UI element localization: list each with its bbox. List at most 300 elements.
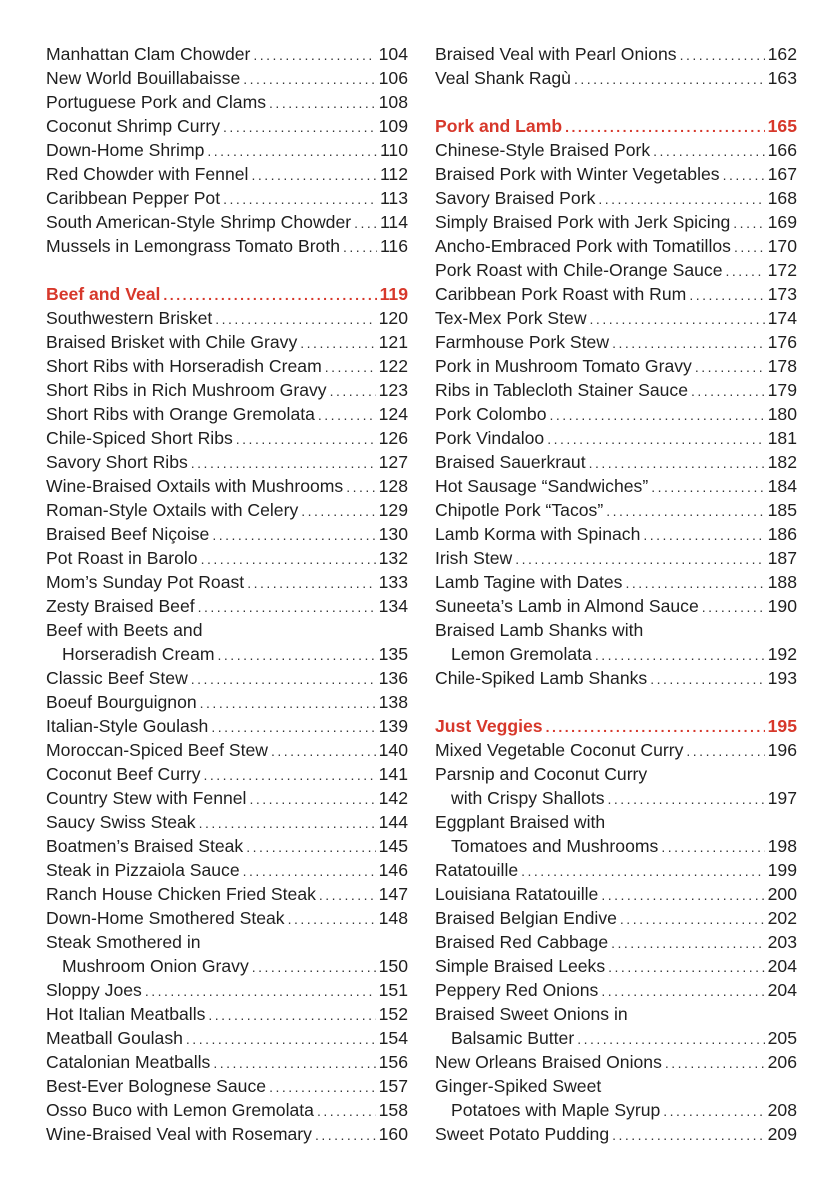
dot-leader bbox=[318, 403, 376, 427]
dot-leader bbox=[691, 379, 765, 403]
toc-entry[interactable] bbox=[435, 786, 797, 810]
entry-title: Lemon Gremolata bbox=[451, 644, 592, 664]
entry-title: Tex-Mex Pork Stew bbox=[435, 308, 587, 328]
toc-entry[interactable] bbox=[435, 1002, 797, 1026]
dot-leader bbox=[521, 859, 765, 883]
page-number: 136 bbox=[378, 668, 408, 688]
page-number: 128 bbox=[378, 476, 408, 496]
dot-leader bbox=[723, 163, 765, 187]
toc-entry[interactable] bbox=[435, 594, 797, 618]
page-number: 123 bbox=[378, 380, 408, 400]
dot-leader bbox=[236, 427, 376, 451]
dot-leader bbox=[191, 451, 376, 475]
entry-title: Caribbean Pepper Pot bbox=[46, 188, 221, 208]
page-number: 110 bbox=[379, 140, 408, 160]
dot-leader bbox=[663, 1099, 764, 1123]
toc-entry[interactable] bbox=[46, 882, 408, 906]
entry-title: Coconut Beef Curry bbox=[46, 764, 201, 784]
toc-entry[interactable] bbox=[46, 834, 408, 858]
page-number: 113 bbox=[379, 188, 408, 208]
entry-title: Lamb Tagine with Dates bbox=[435, 572, 623, 592]
toc-entry[interactable] bbox=[46, 210, 408, 234]
toc-entry[interactable] bbox=[435, 474, 797, 498]
dot-leader bbox=[547, 427, 764, 451]
page-number: 209 bbox=[767, 1124, 797, 1144]
dot-leader bbox=[186, 1027, 376, 1051]
entry-title: Short Ribs with Horseradish Cream bbox=[46, 356, 322, 376]
entry-title: Zesty Braised Beef bbox=[46, 596, 195, 616]
entry-title: Boeuf Bourguignon bbox=[46, 692, 197, 712]
page-number: 158 bbox=[378, 1100, 408, 1120]
toc-entry[interactable] bbox=[435, 138, 797, 162]
dot-leader bbox=[213, 1051, 375, 1075]
toc-entry[interactable] bbox=[435, 1026, 797, 1050]
page-number: 144 bbox=[378, 812, 408, 832]
toc-entry[interactable] bbox=[435, 162, 797, 186]
entry-title: Braised Brisket with Chile Gravy bbox=[46, 332, 298, 352]
dot-leader bbox=[269, 1075, 376, 1099]
page-number: 200 bbox=[767, 884, 797, 904]
dot-leader bbox=[726, 259, 765, 283]
toc-entry[interactable] bbox=[46, 666, 408, 690]
dot-leader bbox=[191, 667, 376, 691]
entry-title: Saucy Swiss Steak bbox=[46, 812, 196, 832]
toc-entry[interactable] bbox=[435, 882, 797, 906]
dot-leader bbox=[207, 139, 377, 163]
dot-leader bbox=[208, 1003, 375, 1027]
toc-entry[interactable] bbox=[435, 930, 797, 954]
dot-leader bbox=[271, 739, 376, 763]
page-number: 203 bbox=[767, 932, 797, 952]
entry-title: Red Chowder with Fennel bbox=[46, 164, 249, 184]
dot-leader bbox=[733, 211, 764, 235]
page-number: 145 bbox=[378, 836, 408, 856]
section-title: Beef and Veal bbox=[46, 284, 161, 304]
toc-entry[interactable] bbox=[46, 1002, 408, 1026]
toc-entry[interactable] bbox=[46, 186, 408, 210]
page-number: 135 bbox=[378, 644, 408, 664]
dot-leader bbox=[608, 955, 764, 979]
entry-title: Ginger-Spiked Sweet bbox=[435, 1076, 602, 1096]
toc-entry[interactable] bbox=[46, 690, 408, 714]
dot-leader bbox=[595, 643, 765, 667]
entry-title: Potatoes with Maple Syrup bbox=[451, 1100, 661, 1120]
page-number: 147 bbox=[378, 884, 408, 904]
dot-leader bbox=[577, 1027, 764, 1051]
toc-entry[interactable] bbox=[46, 930, 408, 954]
entry-title: Pork Roast with Chile-Orange Sauce bbox=[435, 260, 723, 280]
entry-title: Simple Braised Leeks bbox=[435, 956, 606, 976]
toc-entry[interactable] bbox=[46, 642, 408, 666]
entry-title: Lamb Korma with Spinach bbox=[435, 524, 641, 544]
page-number: 108 bbox=[378, 92, 408, 112]
page-number: 199 bbox=[767, 860, 797, 880]
entry-title: Down-Home Smothered Steak bbox=[46, 908, 285, 928]
dot-leader bbox=[247, 571, 375, 595]
section-title: Just Veggies bbox=[435, 716, 543, 736]
toc-entry[interactable] bbox=[435, 354, 797, 378]
entry-title: Braised Lamb Shanks with bbox=[435, 620, 644, 640]
entry-title: Veal Shank Ragù bbox=[435, 68, 571, 88]
toc-entry[interactable] bbox=[435, 330, 797, 354]
dot-leader bbox=[653, 139, 765, 163]
section-title: Pork and Lamb bbox=[435, 116, 563, 136]
page-number: 139 bbox=[378, 716, 408, 736]
entry-title: Eggplant Braised with bbox=[435, 812, 606, 832]
toc-entry[interactable] bbox=[435, 834, 797, 858]
toc-entry[interactable] bbox=[46, 1098, 408, 1122]
entry-title: Boatmen’s Braised Steak bbox=[46, 836, 244, 856]
page-number: 104 bbox=[378, 44, 408, 64]
dot-leader bbox=[608, 787, 765, 811]
page-number: 173 bbox=[767, 284, 797, 304]
page-number: 176 bbox=[767, 332, 797, 352]
entry-title: Pot Roast in Barolo bbox=[46, 548, 198, 568]
page-number: 163 bbox=[767, 68, 797, 88]
dot-leader bbox=[601, 979, 764, 1003]
entry-title: Mom’s Sunday Pot Roast bbox=[46, 572, 245, 592]
toc-entry[interactable] bbox=[46, 978, 408, 1002]
toc-entry[interactable] bbox=[46, 90, 408, 114]
page-number: 132 bbox=[378, 548, 408, 568]
toc-entry[interactable] bbox=[435, 306, 797, 330]
toc-entry[interactable] bbox=[435, 642, 797, 666]
toc-section-heading[interactable] bbox=[46, 282, 408, 306]
page-number: 109 bbox=[378, 116, 408, 136]
toc-entry[interactable] bbox=[46, 906, 408, 930]
dot-leader bbox=[625, 571, 764, 595]
entry-title: Irish Stew bbox=[435, 548, 513, 568]
dot-leader bbox=[223, 115, 376, 139]
toc-entry[interactable] bbox=[435, 954, 797, 978]
toc-entry[interactable] bbox=[46, 42, 408, 66]
entry-title: Tomatoes and Mushrooms bbox=[451, 836, 659, 856]
page-number: 121 bbox=[378, 332, 408, 352]
dot-leader bbox=[300, 331, 375, 355]
entry-title: Braised Beef Niçoise bbox=[46, 524, 210, 544]
toc-entry[interactable] bbox=[435, 906, 797, 930]
dot-leader bbox=[598, 187, 764, 211]
dot-leader bbox=[549, 403, 764, 427]
page-number: 119 bbox=[379, 284, 408, 304]
dot-leader bbox=[253, 43, 375, 67]
entry-title: Coconut Shrimp Curry bbox=[46, 116, 221, 136]
entry-title: Steak Smothered in bbox=[46, 932, 201, 952]
toc-entry[interactable] bbox=[435, 738, 797, 762]
toc-entry[interactable] bbox=[46, 570, 408, 594]
dot-leader bbox=[215, 307, 375, 331]
entry-title: Down-Home Shrimp bbox=[46, 140, 205, 160]
dot-leader bbox=[650, 667, 764, 691]
dot-leader bbox=[651, 475, 764, 499]
page-number: 151 bbox=[378, 980, 408, 1000]
toc-entry[interactable] bbox=[46, 498, 408, 522]
entry-title: Mussels in Lemongrass Tomato Broth bbox=[46, 236, 341, 256]
page-number: 120 bbox=[378, 308, 408, 328]
page-number: 162 bbox=[767, 44, 797, 64]
dot-leader bbox=[212, 523, 375, 547]
dot-leader bbox=[251, 163, 377, 187]
page-number: 146 bbox=[378, 860, 408, 880]
page-number: 165 bbox=[767, 116, 797, 136]
entry-title: Short Ribs in Rich Mushroom Gravy bbox=[46, 380, 327, 400]
entry-title: Mushroom Onion Gravy bbox=[62, 956, 249, 976]
dot-leader bbox=[288, 907, 376, 931]
entry-title: Italian-Style Goulash bbox=[46, 716, 209, 736]
toc-column-right bbox=[435, 42, 797, 1146]
entry-title: Pork in Mushroom Tomato Gravy bbox=[435, 356, 692, 376]
toc-entry[interactable] bbox=[46, 522, 408, 546]
toc-entry[interactable] bbox=[435, 258, 797, 282]
dot-leader bbox=[695, 355, 765, 379]
entry-title: Steak in Pizzaiola Sauce bbox=[46, 860, 240, 880]
toc-entry[interactable] bbox=[46, 426, 408, 450]
toc-column-left bbox=[46, 42, 408, 1146]
toc-entry[interactable] bbox=[435, 1098, 797, 1122]
dot-leader bbox=[686, 739, 764, 763]
dot-leader bbox=[330, 379, 376, 403]
dot-leader bbox=[211, 715, 375, 739]
page-number: 168 bbox=[767, 188, 797, 208]
dot-leader bbox=[515, 547, 764, 571]
page-number: 186 bbox=[767, 524, 797, 544]
dot-leader bbox=[565, 115, 765, 139]
dot-leader bbox=[589, 451, 765, 475]
toc-entry[interactable] bbox=[46, 1122, 408, 1146]
toc-entry[interactable] bbox=[46, 1050, 408, 1074]
dot-leader bbox=[319, 883, 376, 907]
toc-entry[interactable] bbox=[46, 330, 408, 354]
page-number: 134 bbox=[378, 596, 408, 616]
entry-title: Suneeta’s Lamb in Almond Sauce bbox=[435, 596, 699, 616]
toc-section-heading[interactable] bbox=[435, 714, 797, 738]
page-number: 202 bbox=[767, 908, 797, 928]
toc-entry[interactable] bbox=[46, 954, 408, 978]
page-number: 197 bbox=[767, 788, 797, 808]
entry-title: Hot Italian Meatballs bbox=[46, 1004, 206, 1024]
toc-entry[interactable] bbox=[46, 1026, 408, 1050]
entry-title: Portuguese Pork and Clams bbox=[46, 92, 267, 112]
dot-leader bbox=[204, 763, 376, 787]
toc-entry[interactable] bbox=[435, 1122, 797, 1146]
entry-title: Southwestern Brisket bbox=[46, 308, 213, 328]
entry-title: Braised Pork with Winter Vegetables bbox=[435, 164, 720, 184]
page-number: 167 bbox=[767, 164, 797, 184]
entry-title: Wine-Braised Oxtails with Mushrooms bbox=[46, 476, 344, 496]
toc-entry[interactable] bbox=[46, 354, 408, 378]
page-number: 124 bbox=[378, 404, 408, 424]
dot-leader bbox=[354, 211, 377, 235]
entry-title: Chile-Spiced Short Ribs bbox=[46, 428, 233, 448]
entry-title: Braised Sweet Onions in bbox=[435, 1004, 628, 1024]
toc-entry[interactable] bbox=[435, 450, 797, 474]
entry-title: Savory Braised Pork bbox=[435, 188, 596, 208]
page-number: 204 bbox=[767, 956, 797, 976]
toc-entry[interactable] bbox=[435, 66, 797, 90]
toc-entry[interactable] bbox=[46, 546, 408, 570]
section-gap bbox=[435, 690, 797, 714]
dot-leader bbox=[198, 595, 376, 619]
page-number: 185 bbox=[767, 500, 797, 520]
entry-title: with Crispy Shallots bbox=[451, 788, 605, 808]
page-number: 157 bbox=[378, 1076, 408, 1096]
entry-title: Parsnip and Coconut Curry bbox=[435, 764, 648, 784]
page-number: 178 bbox=[767, 356, 797, 376]
toc-entry[interactable] bbox=[46, 306, 408, 330]
entry-title: Mixed Vegetable Coconut Curry bbox=[435, 740, 684, 760]
toc-entry[interactable] bbox=[435, 810, 797, 834]
entry-title: Beef with Beets and bbox=[46, 620, 203, 640]
dot-leader bbox=[612, 1123, 765, 1147]
page-number: 141 bbox=[378, 764, 408, 784]
dot-leader bbox=[665, 1051, 765, 1075]
toc-entry[interactable] bbox=[46, 114, 408, 138]
toc-entry[interactable] bbox=[435, 522, 797, 546]
toc-entry[interactable] bbox=[46, 786, 408, 810]
toc-entry[interactable] bbox=[46, 1074, 408, 1098]
toc-entry[interactable] bbox=[435, 378, 797, 402]
toc-entry[interactable] bbox=[46, 402, 408, 426]
toc-entry[interactable] bbox=[46, 378, 408, 402]
dot-leader bbox=[620, 907, 765, 931]
toc-entry[interactable] bbox=[435, 546, 797, 570]
entry-title: Chinese-Style Braised Pork bbox=[435, 140, 651, 160]
entry-title: Manhattan Clam Chowder bbox=[46, 44, 251, 64]
dot-leader bbox=[249, 787, 375, 811]
entry-title: Country Stew with Fennel bbox=[46, 788, 247, 808]
toc-entry[interactable] bbox=[435, 858, 797, 882]
entry-title: Balsamic Butter bbox=[451, 1028, 575, 1048]
dot-leader bbox=[200, 691, 376, 715]
entry-title: Pork Vindaloo bbox=[435, 428, 545, 448]
toc-entry[interactable] bbox=[435, 282, 797, 306]
toc-entry[interactable] bbox=[435, 666, 797, 690]
entry-title: Osso Buco with Lemon Gremolata bbox=[46, 1100, 314, 1120]
page-number: 208 bbox=[767, 1100, 797, 1120]
entry-title: Braised Belgian Endive bbox=[435, 908, 617, 928]
page-number: 116 bbox=[379, 236, 408, 256]
dot-leader bbox=[643, 523, 764, 547]
page-number: 195 bbox=[767, 716, 797, 736]
entry-title: Caribbean Pork Roast with Rum bbox=[435, 284, 687, 304]
page-number: 142 bbox=[378, 788, 408, 808]
page-number: 205 bbox=[767, 1028, 797, 1048]
entry-title: Savory Short Ribs bbox=[46, 452, 188, 472]
page-number: 180 bbox=[767, 404, 797, 424]
toc-entry[interactable] bbox=[435, 570, 797, 594]
toc-entry[interactable] bbox=[435, 426, 797, 450]
toc-entry[interactable] bbox=[46, 738, 408, 762]
page-number: 126 bbox=[378, 428, 408, 448]
toc-section-heading[interactable] bbox=[435, 114, 797, 138]
entry-title: Hot Sausage “Sandwiches” bbox=[435, 476, 649, 496]
dot-leader bbox=[661, 835, 764, 859]
toc-entry[interactable] bbox=[46, 618, 408, 642]
toc-entry[interactable] bbox=[46, 162, 408, 186]
dot-leader bbox=[163, 283, 376, 307]
dot-leader bbox=[269, 91, 376, 115]
page-number: 181 bbox=[767, 428, 797, 448]
dot-leader bbox=[243, 67, 375, 91]
toc-entry[interactable] bbox=[435, 234, 797, 258]
page-number: 148 bbox=[378, 908, 408, 928]
entry-title: Ribs in Tablecloth Stainer Sauce bbox=[435, 380, 688, 400]
page-number: 133 bbox=[378, 572, 408, 592]
dot-leader bbox=[680, 43, 765, 67]
toc-entry[interactable] bbox=[435, 402, 797, 426]
toc-entry[interactable] bbox=[46, 762, 408, 786]
toc-entry[interactable] bbox=[46, 450, 408, 474]
page-number: 160 bbox=[378, 1124, 408, 1144]
entry-title: South American-Style Shrimp Chowder bbox=[46, 212, 352, 232]
dot-leader bbox=[317, 1099, 376, 1123]
toc-entry[interactable] bbox=[46, 594, 408, 618]
section-gap bbox=[435, 90, 797, 114]
page-number: 193 bbox=[767, 668, 797, 688]
toc-entry[interactable] bbox=[435, 1074, 797, 1098]
page-number: 190 bbox=[767, 596, 797, 616]
toc-entry[interactable] bbox=[435, 210, 797, 234]
page-number: 170 bbox=[767, 236, 797, 256]
dot-leader bbox=[243, 859, 376, 883]
entry-title: Ratatouille bbox=[435, 860, 519, 880]
entry-title: Sloppy Joes bbox=[46, 980, 142, 1000]
entry-title: Farmhouse Pork Stew bbox=[435, 332, 610, 352]
dot-leader bbox=[606, 499, 764, 523]
toc-entry[interactable] bbox=[46, 138, 408, 162]
dot-leader bbox=[612, 331, 765, 355]
entry-title: Ranch House Chicken Fried Steak bbox=[46, 884, 316, 904]
entry-title: Simply Braised Pork with Jerk Spicing bbox=[435, 212, 731, 232]
page-number: 130 bbox=[378, 524, 408, 544]
toc-entry[interactable] bbox=[435, 42, 797, 66]
page-number: 174 bbox=[767, 308, 797, 328]
toc-entry[interactable] bbox=[435, 186, 797, 210]
entry-title: Wine-Braised Veal with Rosemary bbox=[46, 1124, 312, 1144]
entry-title: Braised Red Cabbage bbox=[435, 932, 609, 952]
dot-leader bbox=[325, 355, 376, 379]
dot-leader bbox=[145, 979, 376, 1003]
page-number: 179 bbox=[767, 380, 797, 400]
toc-entry[interactable] bbox=[435, 1050, 797, 1074]
toc-entry[interactable] bbox=[46, 810, 408, 834]
dot-leader bbox=[601, 883, 764, 907]
dot-leader bbox=[252, 955, 376, 979]
toc-entry[interactable] bbox=[46, 474, 408, 498]
toc-entry[interactable] bbox=[46, 858, 408, 882]
toc-entry[interactable] bbox=[46, 66, 408, 90]
dot-leader bbox=[301, 499, 375, 523]
toc-entry[interactable] bbox=[435, 498, 797, 522]
toc-entry[interactable] bbox=[435, 762, 797, 786]
page-number: 152 bbox=[378, 1004, 408, 1024]
dot-leader bbox=[734, 235, 765, 259]
page-number: 140 bbox=[378, 740, 408, 760]
entry-title: Pork Colombo bbox=[435, 404, 547, 424]
dot-leader bbox=[590, 307, 765, 331]
toc-entry[interactable] bbox=[435, 618, 797, 642]
page-number: 196 bbox=[767, 740, 797, 760]
toc-entry[interactable] bbox=[435, 978, 797, 1002]
dot-leader bbox=[346, 475, 375, 499]
entry-title: Roman-Style Oxtails with Celery bbox=[46, 500, 299, 520]
dot-leader bbox=[246, 835, 375, 859]
toc-entry[interactable] bbox=[46, 234, 408, 258]
entry-title: Sweet Potato Pudding bbox=[435, 1124, 610, 1144]
dot-leader bbox=[199, 811, 376, 835]
dot-leader bbox=[702, 595, 765, 619]
toc-entry[interactable] bbox=[46, 714, 408, 738]
